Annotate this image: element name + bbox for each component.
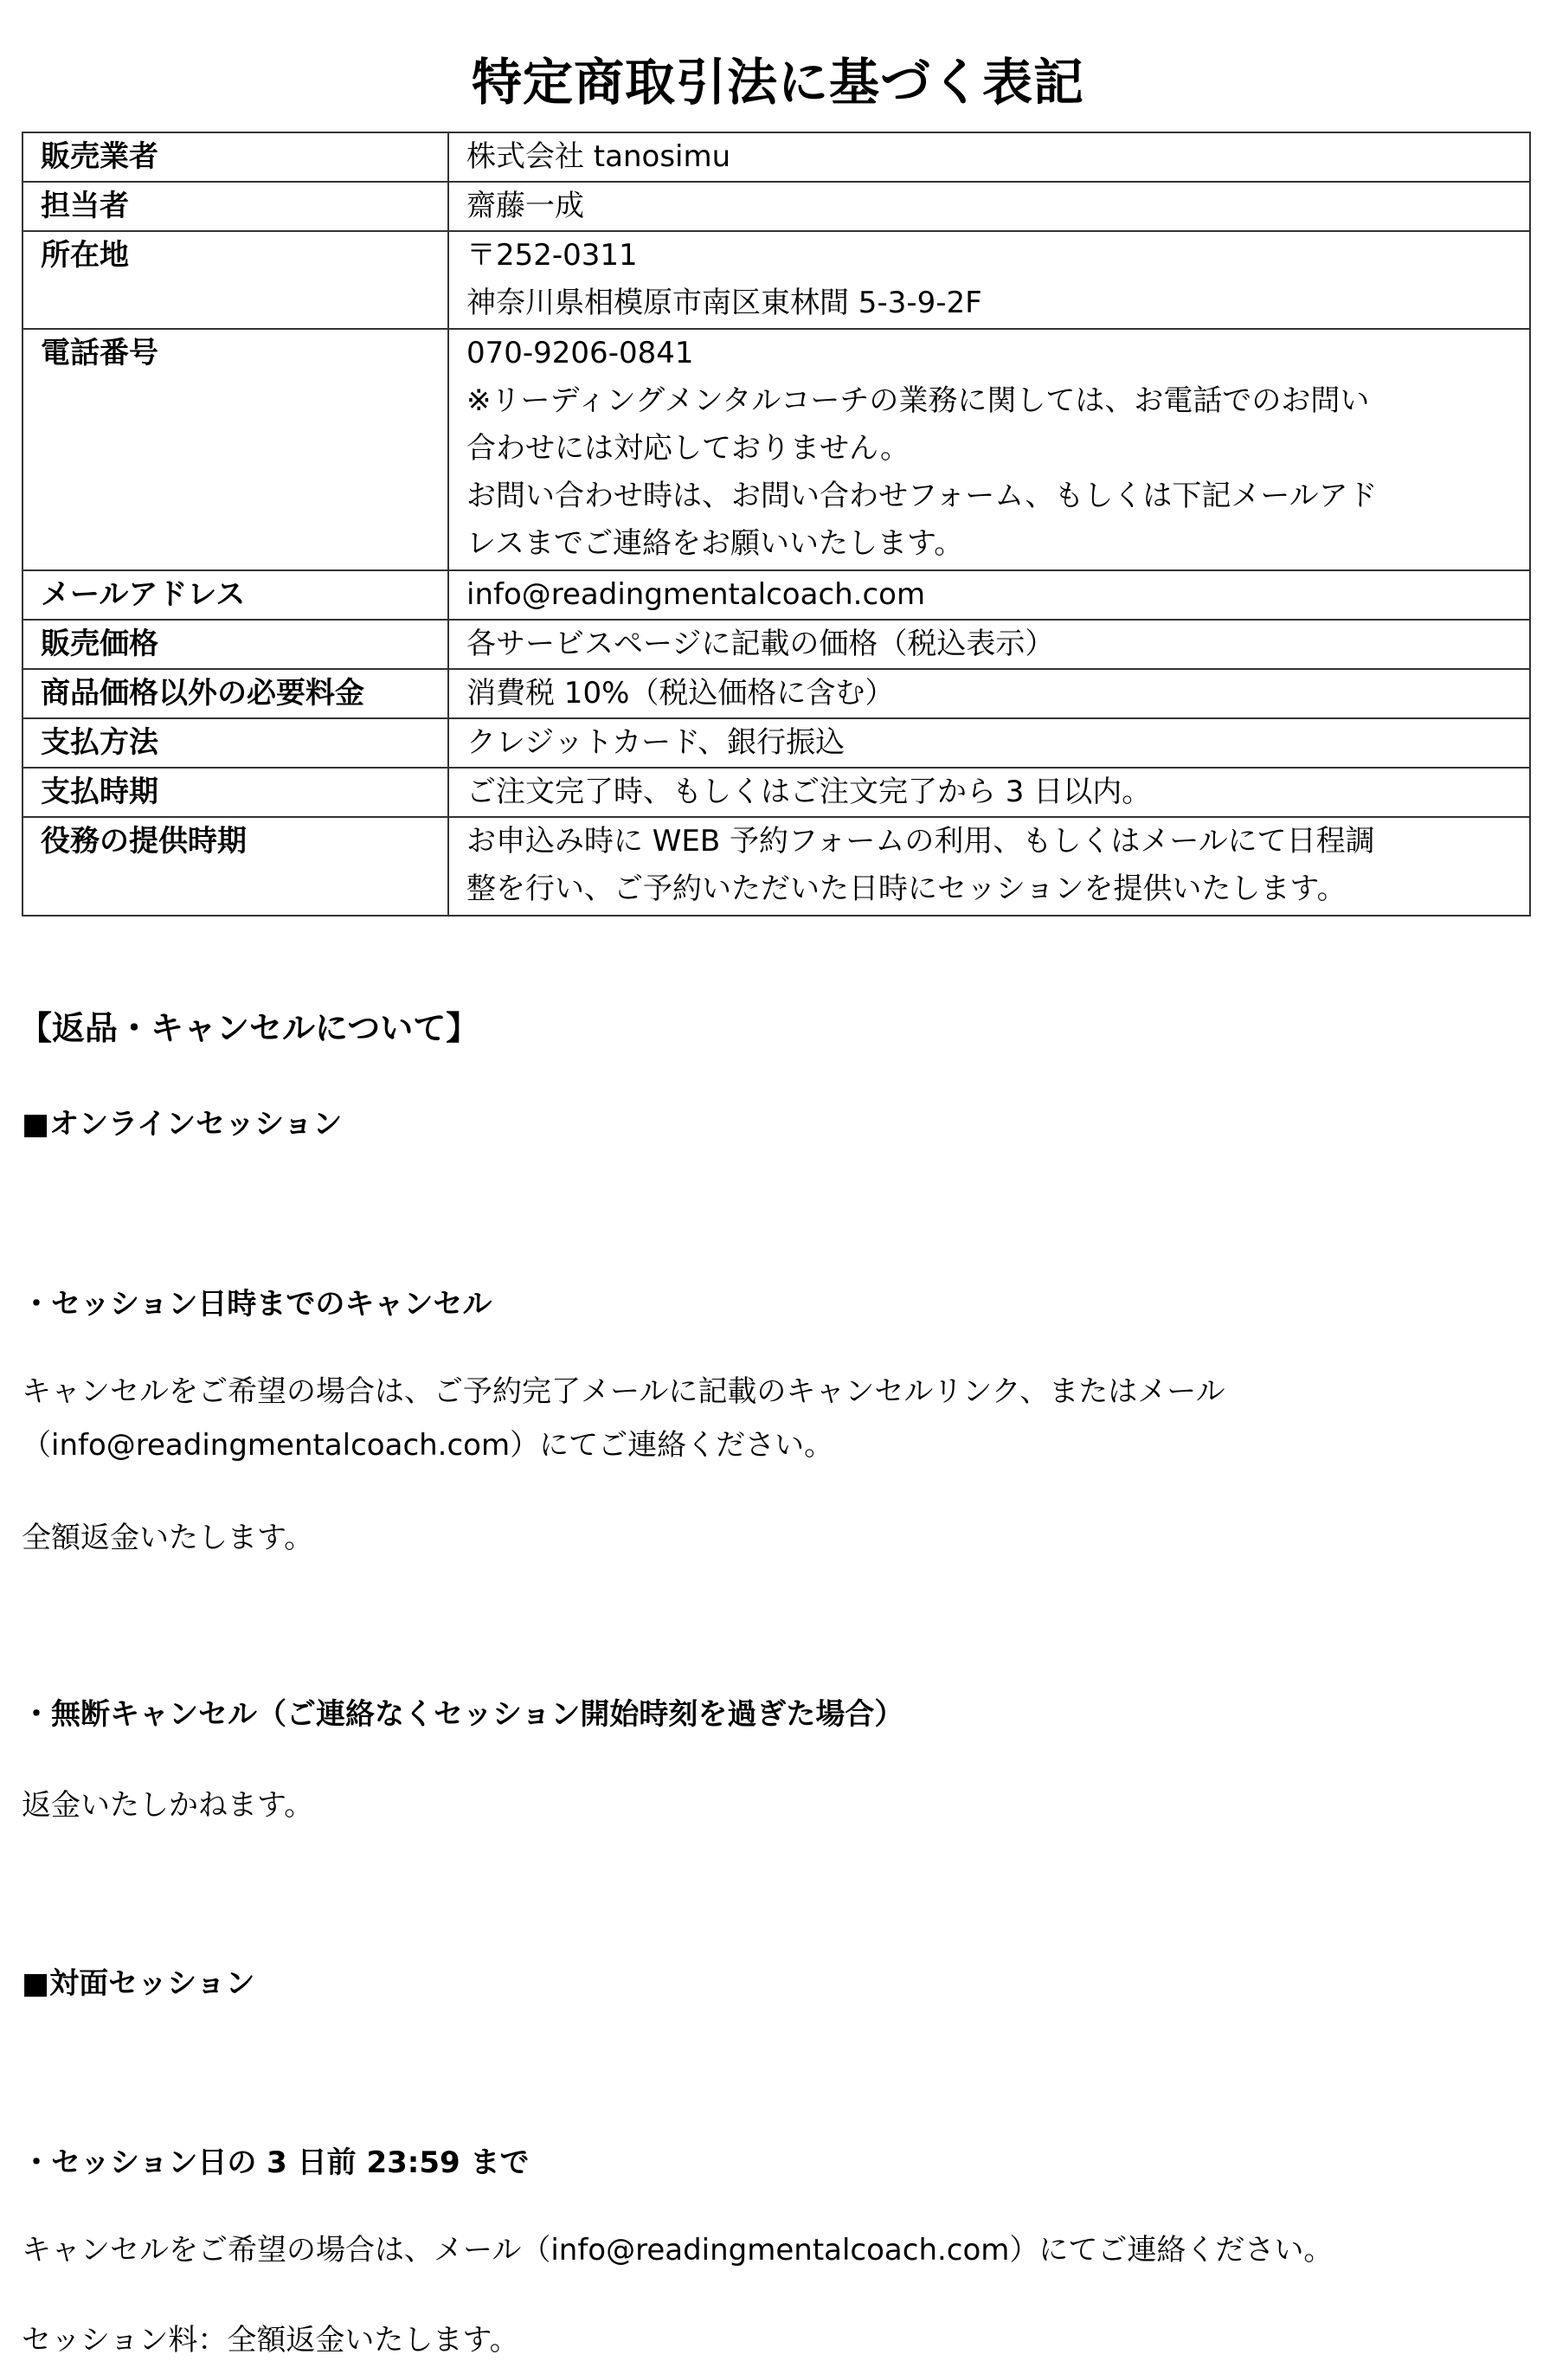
row-value xyxy=(448,817,1530,916)
row-label: 商品価格以外の必要料金 xyxy=(23,669,448,718)
row-value xyxy=(448,329,1530,570)
table-row-service-timing xyxy=(23,817,1530,916)
cancel-policy-heading: 【返品・キャンセルについて】 xyxy=(19,1009,479,1047)
table-row-other-fees xyxy=(23,669,1530,718)
payment-timing-text: ご注文完了時、もしくはご注文完了から 3 日以内。 xyxy=(466,775,1152,809)
table-row-payment-timing xyxy=(23,768,1530,817)
before-session-refund-text: 全額返金いたします。 xyxy=(22,1521,314,1555)
row-label: 支払時期 xyxy=(23,768,448,817)
phone-note: 合わせには対応しておりません。 xyxy=(466,431,910,466)
seller-name: 株式会社 tanosimu xyxy=(466,139,731,174)
service-timing-text: お申込み時に WEB 予約フォームの利用、もしくはメールにて日程調 xyxy=(466,824,1375,859)
row-label: 販売業者 xyxy=(23,132,448,182)
row-value xyxy=(448,182,1530,231)
row-label: 支払方法 xyxy=(23,718,448,768)
commerce-info-table xyxy=(22,132,1531,917)
phone-number: 070-9206-0841 xyxy=(466,336,694,370)
postal-code: 〒252-0311 xyxy=(466,238,638,273)
table-row-price xyxy=(23,620,1530,669)
three-days-before-text: キャンセルをご希望の場合は、メール（info@readingmentalcoach.com）にてご連絡ください。 xyxy=(22,2233,1334,2267)
address: 神奈川県相模原市南区東林間 5-3-9-2F xyxy=(466,286,982,320)
phone-note: ※リーディングメンタルコーチの業務に関しては、お電話でのお問い xyxy=(466,383,1370,418)
before-session-cancel-text: （info@readingmentalcoach.com）にてご連絡ください。 xyxy=(22,1428,834,1463)
service-timing-text: 整を行い、ご予約いただいた日時にセッションを提供いたします。 xyxy=(466,872,1347,906)
row-label: 電話番号 xyxy=(23,329,448,570)
before-session-cancel-text: キャンセルをご希望の場合は、ご予約完了メールに記載のキャンセルリンク、またはメール xyxy=(22,1374,1225,1409)
row-value xyxy=(448,620,1530,669)
phone-note: お問い合わせ時は、お問い合わせフォーム、もしくは下記メールアド xyxy=(466,479,1378,513)
row-value xyxy=(448,570,1530,620)
fees-text: 消費税 10%（税込価格に含む） xyxy=(466,676,895,711)
table-row-email xyxy=(23,570,1530,620)
row-label: メールアドレス xyxy=(23,570,448,620)
row-value xyxy=(448,132,1530,182)
row-value xyxy=(448,718,1530,768)
online-session-heading: ■オンラインセッション xyxy=(22,1107,343,1142)
page-title: 特定商取引法に基づく表記 xyxy=(471,52,1084,112)
no-show-heading: ・無断キャンセル（ご連絡なくセッション開始時刻を過ぎた場合） xyxy=(22,1697,904,1732)
row-value xyxy=(448,231,1530,329)
table-row-phone xyxy=(23,329,1530,570)
three-days-before-heading: ・セッション日の 3 日前 23:59 まで xyxy=(22,2145,530,2180)
row-value xyxy=(448,669,1530,718)
table-row-address xyxy=(23,231,1530,329)
table-row-person-in-charge xyxy=(23,182,1530,231)
row-label: 販売価格 xyxy=(23,620,448,669)
row-value xyxy=(448,768,1530,817)
three-days-before-refund-text: セッション料：全額返金いたします。 xyxy=(22,2323,519,2357)
price-text: 各サービスページに記載の価格（税込表示） xyxy=(466,627,1055,661)
email-address: info@readingmentalcoach.com xyxy=(466,577,926,612)
table-row-seller xyxy=(23,132,1530,182)
person-name: 齋藤一成 xyxy=(466,189,584,223)
phone-note: レスまでご連絡をお願いいたします。 xyxy=(466,526,964,561)
before-session-cancel-heading: ・セッション日時までのキャンセル xyxy=(22,1287,492,1322)
row-label: 所在地 xyxy=(23,231,448,329)
payment-method-text: クレジットカード、銀行振込 xyxy=(466,725,846,760)
row-label: 担当者 xyxy=(23,182,448,231)
row-label: 役務の提供時期 xyxy=(23,817,448,916)
in-person-session-heading: ■対面セッション xyxy=(22,1966,255,2001)
no-show-text: 返金いたしかねます。 xyxy=(22,1788,314,1823)
table-row-payment-method xyxy=(23,718,1530,768)
